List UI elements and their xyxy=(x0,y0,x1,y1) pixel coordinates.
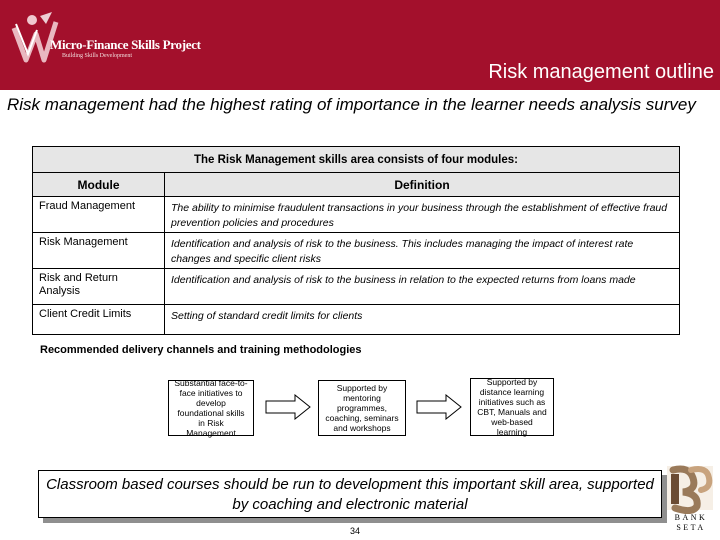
channel-mentoring xyxy=(318,380,406,436)
logo-title: Micro-Finance Skills Project xyxy=(50,37,201,52)
bank-logo-line1: BANK xyxy=(674,513,708,522)
table-caption: The Risk Management skills area consists of four modules: xyxy=(33,147,680,173)
right-arrow-icon xyxy=(416,394,462,420)
column-header-definition: Definition xyxy=(165,173,680,197)
channel-text: Supported by distance learning initiatives such as CBT, Manuals and web-based learning xyxy=(477,377,547,437)
module-cell: Client Credit Limits xyxy=(33,305,165,335)
table-row xyxy=(33,197,680,233)
bank-logo-line2: SETA xyxy=(676,523,706,532)
definition-cell: Identification and analysis of risk to the business in relation to the expected returns from loans made xyxy=(165,269,680,305)
bank-seta-logo-text xyxy=(668,513,714,533)
channel-face-to-face xyxy=(168,380,254,436)
slide-title: Risk management outline xyxy=(488,61,714,83)
definition-cell: Identification and analysis of risk to the business. This includes managing the impact of interest rate changes and specific client risks xyxy=(165,233,680,269)
module-cell: Risk Management xyxy=(33,233,165,269)
table-row xyxy=(33,269,680,305)
page-number: 34 xyxy=(350,526,361,536)
summary-box: Classroom based courses should be run to development this important skill area, supported by coaching and electronic material xyxy=(38,470,662,518)
right-arrow-icon xyxy=(265,394,311,420)
table-row xyxy=(33,305,680,335)
logo-tagline: Building Skills Development xyxy=(62,53,132,59)
definition-cell: The ability to minimise fraudulent transactions in your business through the establishment of effective fraud prevention policies and procedures xyxy=(165,197,680,233)
module-cell: Fraud Management xyxy=(33,197,165,233)
column-header-module: Module xyxy=(33,173,165,197)
module-cell: Risk and Return Analysis xyxy=(33,269,165,305)
modules-table xyxy=(32,146,680,335)
channel-text: Substantial face-to-face initiatives to develop foundational skills in Risk Management xyxy=(174,378,248,438)
definition-cell: Setting of standard credit limits for clients xyxy=(165,305,680,335)
delivery-title: Recommended delivery channels and training methodologies xyxy=(40,344,362,356)
channel-distance-learning xyxy=(470,378,554,436)
intro-text: Risk management had the highest rating of importance in the learner needs analysis survey xyxy=(7,95,696,114)
header-banner xyxy=(0,0,720,90)
channel-text: Supported by mentoring programmes, coaching, seminars and workshops xyxy=(325,383,399,433)
table-row xyxy=(33,233,680,269)
